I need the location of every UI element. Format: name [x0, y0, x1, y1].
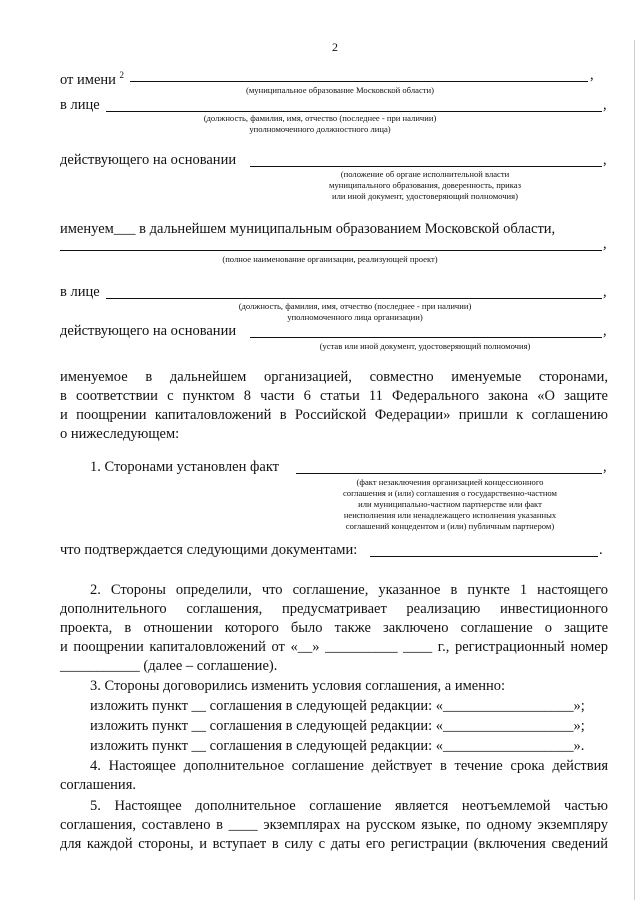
fill-line [106, 111, 602, 112]
clause-1-lead: 1. Сторонами установлен факт [90, 459, 280, 475]
hint-text: муниципального образования, доверенность, приказ [329, 180, 521, 190]
hint-text: или иной документ, удостоверяющий полномочия) [332, 191, 518, 201]
paragraph-line: для каждой стороны, и вступает в силу с даты его регистрации (включения сведений [60, 836, 608, 852]
page-edge-shadow [634, 40, 635, 900]
hint-text: (муниципальное образование Московской области) [246, 85, 434, 95]
fill-line [250, 337, 602, 338]
label-v-litse: в лице [60, 97, 100, 113]
paragraph-line: соглашения. [60, 777, 136, 793]
document-page: 2 от имени $^2$ , (муниципальное образование Московской области) в лице , (должность, фамилия, имя, отчество (последнее - при наличии) уполномоченного должностного лица) действующего на основании , (положение об органе исполнительной власти муниципального образования, доверенность, приказ или иной документ, удостоверяющий полномочия) именуем___ в дальнейшем муниципальным образованием Московской области, , (полное наименование организации, реализующей проект) в лице , (должность, фамилия, имя, отчество (последнее - при наличии) уполномоченного лица организации) действующего на основании , (устав или иной документ, удостоверяющий полномочия) именуемое в дальнейшем организацией, совместно именуемые сторонами, в соответствии с пунктом 8 части 6 статьи 11 Федерального закона «О защите и поощрении капиталовложений в Российской Федерации» пришли к соглашению о нижеследующем: 1. Сторонами установлен факт , (факт незаключения организацией концессионного соглашения и (или) соглашения о государственно-частном или муниципально-частном партнерстве или факт неисполнения или ненадлежащего исполнения указанных соглашений концедентом и (или) публичным партнером) что подтверждается следующими документами: . 2. Стороны определили, что соглашение, указанное в пункте 1 настоящего дополнительного соглашения, предусматривает реализацию инвестиционного проекта, в отношении которого было также заключено соглашение о защите и поощрении капиталовложений от «__» __________ ____ г., регистрационный номер ___________ (далее – соглашение). 3. Стороны договорились изменить условия соглашения, а именно: изложить пункт __ соглашения в следующей редакции: «__________________»; изложить пункт __ соглашения в следующей редакции: «__________________»; изложить пункт __ соглашения в следующей редакции: «__________________». 4. Настоящее дополнительное соглашение действует в течение срока действия соглашения. 5. Настоящее дополнительное соглашение является неотъемлемой частью соглашения, составлено в ____ экземплярах на русском языке, по одному экземпляру для каждой стороны, и вступает в силу с даты его регистрации (включения сведений [0, 0, 640, 905]
fill-line [130, 81, 588, 82]
paragraph-line: ___________ (далее – соглашение). [60, 658, 278, 674]
fill-line [296, 473, 602, 474]
paragraph-line: именуемое в дальнейшем организацией, совместно именуемые сторонами, [60, 369, 608, 385]
paragraph-line: 5. Настоящее дополнительное соглашение является неотъемлемой частью [90, 798, 608, 814]
clause-3-item: изложить пункт __ соглашения в следующей редакции: «__________________»; [90, 698, 585, 714]
label-ot-imeni: от имени $^2$ [60, 70, 125, 88]
hint-text: соглашений концедентом и (или) публичным партнером) [345, 521, 555, 531]
hint-text: (должность, фамилия, имя, отчество (последнее - при наличии) [238, 301, 472, 311]
paragraph-line: дополнительного соглашения, предусматривает реализацию инвестиционного [60, 601, 608, 617]
clause-3-item: изложить пункт __ соглашения в следующей редакции: «__________________». [90, 738, 585, 754]
paragraph-line: о нижеследующем: [60, 426, 180, 442]
fill-line [370, 556, 598, 557]
paragraph-line: соглашения, составлено в ____ экземплярах на русском языке, по одному экземпляру [60, 817, 608, 833]
label-deystvuyushchego: действующего на основании [60, 152, 237, 168]
paragraph-line: в соответствии с пунктом 8 части 6 статьи 11 Федерального закона «О защите [60, 388, 608, 404]
paragraph-line: проекта, в отношении которого было также заключено соглашение о защите [60, 620, 608, 636]
paragraph-line: 4. Настоящее дополнительное соглашение действует в течение срока действия [90, 758, 608, 774]
clause-3-item: изложить пункт __ соглашения в следующей редакции: «__________________»; [90, 718, 585, 734]
hint-text: (факт незаключения организацией концессионного [356, 477, 544, 487]
fill-line [60, 250, 602, 251]
hint-text: соглашения и (или) соглашения о государственно-частном [342, 488, 557, 498]
fill-line [106, 298, 602, 299]
hint-text: (устав или иной документ, удостоверяющий полномочия) [319, 341, 531, 351]
label-imenuem: именуем___ в дальнейшем муниципальным образованием Московской области, [60, 221, 556, 237]
hint-text: неисполнения или ненадлежащего исполнения указанных [343, 510, 557, 520]
clause-3-lead: 3. Стороны договорились изменить условия соглашения, а именно: [90, 678, 506, 694]
paragraph-line: и поощрении капиталовложений от «__» __________ ____ г., регистрационный номер [60, 639, 608, 655]
hint-text: (положение об органе исполнительной власти [340, 169, 510, 179]
label-v-litse-2: в лице [60, 284, 100, 300]
hint-text: (полное наименование организации, реализующей проект) [222, 254, 438, 264]
paragraph-line: и поощрении капиталовложений в Российской Федерации» пришли к соглашению [60, 407, 608, 423]
hint-text: уполномоченного должностного лица) [249, 124, 391, 134]
page-number: 2 [332, 40, 338, 54]
fill-line [250, 166, 602, 167]
paragraph-line: 2. Стороны определили, что соглашение, указанное в пункте 1 настоящего [90, 582, 608, 598]
clause-1-docs: что подтверждается следующими документами: [60, 542, 358, 558]
hint-text: (должность, фамилия, имя, отчество (последнее - при наличии) [203, 113, 437, 123]
hint-text: или муниципально-частном партнерстве или факт [358, 499, 542, 509]
label-deystvuyushchego-2: действующего на основании [60, 323, 237, 339]
hint-text: уполномоченного лица организации) [287, 312, 423, 322]
